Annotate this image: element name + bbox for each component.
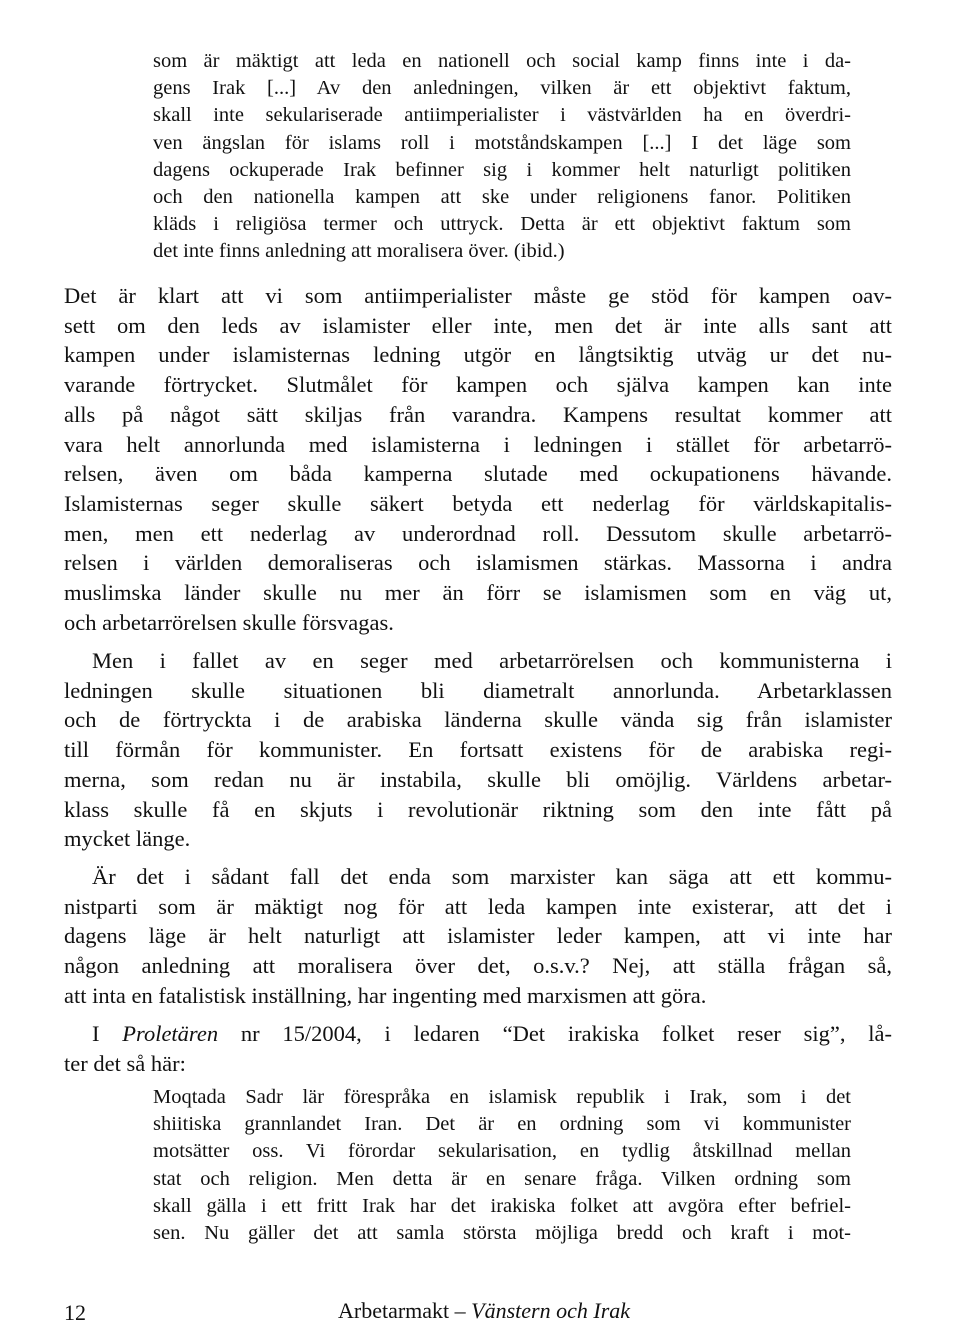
quote-line: gens Irak [...] Av den anledningen, vilken är ett objektivt faktum,: [153, 77, 851, 100]
text-line: relsen, även om båda kamperna slutade med ockupationens hävande.: [64, 461, 892, 487]
text-line: ledningen skulle situationen bli diametralt annorlunda. Arbetarklassen: [64, 677, 892, 703]
paragraph-1: [64, 281, 892, 637]
paragraph-4: [64, 1019, 892, 1078]
text-line: att inta en fatalistisk inställning, har ingenting med marxismen att göra.: [64, 982, 707, 1008]
text-line: någon anledning att moralisera över det, o.s.v.? Nej, att ställa frågan så,: [64, 953, 892, 979]
text-line: och arbetarrörelsen skulle försvagas.: [64, 609, 394, 635]
text-line: Är det i sådant fall det enda som marxister kan säga att ett kommu-: [92, 864, 892, 889]
text-line: varande förtrycket. Slutmålet för kampen och själva kampen kan inte: [64, 372, 892, 398]
text-line: och de förtryckta i de arabiska länderna skulle vända sig från islamister: [64, 707, 892, 733]
block-quote-bottom: [153, 1084, 851, 1247]
text-line: relsen i världen demoraliseras och islamismen stärkas. Massorna i andra: [64, 550, 892, 576]
paragraph-2: [64, 646, 892, 854]
text-line: vara helt annorlunda med islamisterna i ledningen i stället för arbetarrö-: [64, 431, 892, 457]
quote-line: dagens ockuperade Irak befinner sig i kommer helt naturligt politiken: [153, 158, 851, 181]
quote-line: Moqtada Sadr lär förespråka en islamisk republik i Irak, som i det: [153, 1086, 851, 1108]
running-footer: [338, 1298, 630, 1324]
text-line: Det är klart att vi som antiimperialister måste ge stöd för kampen oav-: [64, 283, 892, 308]
quote-line: shiitiska grannlandet Iran. Det är en ordning som vi kommunister: [153, 1113, 851, 1136]
quote-line: stat och religion. Men detta är en senare fråga. Vilken ordning som: [153, 1167, 851, 1190]
text-line: klass skulle få en skjuts i revolutionär riktning som den inte fått på: [64, 796, 892, 822]
quote-line: sen. Nu gäller det att samla största möjliga bredd och kraft i mot-: [153, 1222, 851, 1245]
text-line: men, men ett nederlag av underordnad roll. Dessutom skulle arbetarrö-: [64, 520, 892, 546]
text-line: Men i fallet av en seger med arbetarrörelsen och kommunisterna i: [92, 648, 892, 673]
book-title: Arbetarmakt: [338, 1298, 450, 1323]
text-line: [64, 1019, 892, 1049]
book-subtitle: Vänstern och Irak: [471, 1298, 631, 1323]
quote-line: det inte finns anledning att moralisera över. (ibid.): [153, 240, 565, 263]
quote-line: som är mäktigt att leda en nationell och social kamp finns inte i da-: [153, 50, 851, 72]
quote-line: kläds i religiösa termer och uttryck. Detta är ett objektivt faktum som: [153, 213, 851, 236]
quote-line: motsätter oss. Vi förordar sekularisation, en tydlig åtskillnad mellan: [153, 1140, 851, 1163]
text-line: Islamisternas seger skulle säkert betyda ett nederlag för världskapitalis-: [64, 490, 892, 516]
publication-title: Proletären: [122, 1021, 219, 1046]
text-line: till förmån för kommunister. En fortsatt existens för de arabiska regi-: [64, 737, 892, 763]
text-line: nistparti som är mäktigt nog för att leda kampen inte existerar, att det i: [64, 893, 892, 919]
text-line: dagens läge är helt naturligt att islamister leder kampen, att vi inte har: [64, 923, 892, 949]
quote-line: skall gälla i ett fritt Irak har det irakiska folket att avgöra efter befriel-: [153, 1194, 851, 1217]
text-line: alls på något sätt skiljas från varandra. Kampens resultat kommer att: [64, 401, 892, 427]
quote-line: ven ängslan för islams roll i motståndskampen [...] I det läge som: [153, 131, 851, 154]
text-prefix: I: [92, 1021, 123, 1046]
text-line: merna, som redan nu är instabila, skulle bli omöjlig. Världens arbetar-: [64, 766, 892, 792]
quote-line: skall inte sekulariserade antiimperialister i västvärlden ha en överdri-: [153, 104, 851, 127]
text-line: muslimska länder skulle nu mer än förr se islamismen som en väg ut,: [64, 580, 892, 606]
text-rest: nr 15/2004, i ledaren “Det irakiska folket reser sig”, lå-: [218, 1021, 892, 1046]
block-quote-top: [153, 48, 851, 266]
paragraph-3: [64, 862, 892, 1011]
text-line: mycket länge.: [64, 826, 191, 852]
text-line: kampen under islamisternas ledning utgör en långtsiktig utväg ur det nu-: [64, 342, 892, 368]
text-line: sett om den leds av islamister eller inte, men det är inte alls sant att: [64, 312, 892, 338]
quote-line: och den nationella kampen att ske under religionens fanor. Politiken: [153, 186, 851, 209]
page-number: 12: [64, 1300, 86, 1325]
title-dash: –: [449, 1298, 472, 1323]
text-line: ter det så här:: [64, 1050, 186, 1076]
